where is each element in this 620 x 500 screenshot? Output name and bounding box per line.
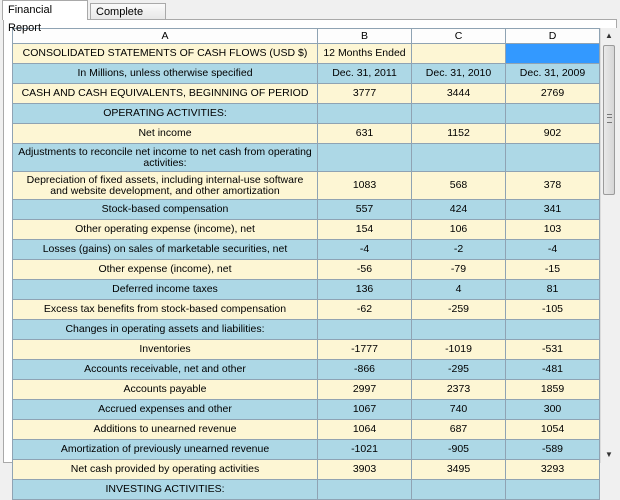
- table-row: [12, 64, 600, 84]
- table-row: [12, 260, 600, 280]
- row-label-cell[interactable]: Stock-based compensation: [12, 200, 318, 220]
- scroll-thumb[interactable]: [603, 45, 615, 195]
- row-label-cell[interactable]: CASH AND CASH EQUIVALENTS, BEGINNING OF PERIOD: [12, 84, 318, 104]
- value-cell[interactable]: -15: [506, 260, 600, 280]
- value-cell[interactable]: [318, 480, 412, 500]
- column-header-d[interactable]: D: [506, 28, 600, 44]
- value-cell[interactable]: 341: [506, 200, 600, 220]
- value-cell[interactable]: 106: [412, 220, 506, 240]
- value-cell[interactable]: Dec. 31, 2011: [318, 64, 412, 84]
- table-row: [12, 172, 600, 200]
- value-cell[interactable]: -1777: [318, 340, 412, 360]
- value-cell[interactable]: 557: [318, 200, 412, 220]
- scroll-down-arrow-icon[interactable]: ▼: [605, 450, 613, 459]
- table-row: [12, 200, 600, 220]
- grip-icon: [607, 114, 612, 123]
- row-label-cell[interactable]: Amortization of previously unearned revenue: [12, 440, 318, 460]
- table-row: [12, 104, 600, 124]
- tab-financial-report[interactable]: Financial Report: [2, 0, 88, 20]
- value-cell[interactable]: -2: [412, 240, 506, 260]
- table-row: [12, 440, 600, 460]
- value-cell[interactable]: [412, 104, 506, 124]
- scroll-up-arrow-icon[interactable]: ▲: [605, 31, 613, 40]
- value-cell[interactable]: [412, 480, 506, 500]
- value-cell[interactable]: 2769: [506, 84, 600, 104]
- column-header-b[interactable]: B: [318, 28, 412, 44]
- row-label-cell[interactable]: INVESTING ACTIVITIES:: [12, 480, 318, 500]
- value-cell[interactable]: 1152: [412, 124, 506, 144]
- row-label-cell[interactable]: Depreciation of fixed assets, including internal-use software and website development, and other amortization: [12, 172, 318, 200]
- row-label-cell[interactable]: CONSOLIDATED STATEMENTS OF CASH FLOWS (USD $): [12, 44, 318, 64]
- value-cell[interactable]: 424: [412, 200, 506, 220]
- value-cell[interactable]: 2997: [318, 380, 412, 400]
- value-cell[interactable]: 1064: [318, 420, 412, 440]
- value-cell[interactable]: 300: [506, 400, 600, 420]
- value-cell[interactable]: [506, 480, 600, 500]
- row-label-cell[interactable]: Other operating expense (income), net: [12, 220, 318, 240]
- table-row: [12, 124, 600, 144]
- value-cell[interactable]: -79: [412, 260, 506, 280]
- row-label-cell[interactable]: Accounts payable: [12, 380, 318, 400]
- column-header-row: [12, 28, 600, 44]
- value-cell[interactable]: 1054: [506, 420, 600, 440]
- value-cell[interactable]: -905: [412, 440, 506, 460]
- tab-bar: [0, 0, 620, 34]
- row-label-cell[interactable]: OPERATING ACTIVITIES:: [12, 104, 318, 124]
- value-cell[interactable]: [506, 104, 600, 124]
- row-label-cell[interactable]: Inventories: [12, 340, 318, 360]
- value-cell[interactable]: 2373: [412, 380, 506, 400]
- row-label-cell[interactable]: Adjustments to reconcile net income to net cash from operating activities:: [12, 144, 318, 172]
- spreadsheet-grid: [12, 28, 600, 495]
- value-cell[interactable]: 3444: [412, 84, 506, 104]
- row-label-cell[interactable]: Net cash provided by operating activities: [12, 460, 318, 480]
- vertical-scrollbar[interactable]: [600, 28, 617, 463]
- row-label-cell[interactable]: In Millions, unless otherwise specified: [12, 64, 318, 84]
- table-row: [12, 380, 600, 400]
- value-cell[interactable]: Dec. 31, 2010: [412, 64, 506, 84]
- value-cell[interactable]: -1019: [412, 340, 506, 360]
- table-row: [12, 360, 600, 380]
- table-row: [12, 240, 600, 260]
- value-cell[interactable]: 12 Months Ended: [318, 44, 412, 64]
- value-cell[interactable]: 154: [318, 220, 412, 240]
- spreadsheet-frame: [3, 19, 617, 495]
- value-cell[interactable]: -589: [506, 440, 600, 460]
- value-cell[interactable]: Dec. 31, 2009: [506, 64, 600, 84]
- value-cell[interactable]: 687: [412, 420, 506, 440]
- row-label-cell[interactable]: Changes in operating assets and liabilities:: [12, 320, 318, 340]
- value-cell[interactable]: -4: [318, 240, 412, 260]
- row-label-cell[interactable]: Other expense (income), net: [12, 260, 318, 280]
- value-cell[interactable]: -62: [318, 300, 412, 320]
- value-cell[interactable]: 3777: [318, 84, 412, 104]
- value-cell[interactable]: 3903: [318, 460, 412, 480]
- value-cell[interactable]: -4: [506, 240, 600, 260]
- row-label-cell[interactable]: Net income: [12, 124, 318, 144]
- value-cell[interactable]: -56: [318, 260, 412, 280]
- value-cell[interactable]: -866: [318, 360, 412, 380]
- value-cell[interactable]: -531: [506, 340, 600, 360]
- value-cell[interactable]: 740: [412, 400, 506, 420]
- value-cell[interactable]: [318, 104, 412, 124]
- value-cell[interactable]: -481: [506, 360, 600, 380]
- value-cell[interactable]: 1067: [318, 400, 412, 420]
- table-row: [12, 144, 600, 172]
- value-cell[interactable]: [318, 144, 412, 172]
- row-label-cell[interactable]: Accrued expenses and other: [12, 400, 318, 420]
- value-cell[interactable]: 3293: [506, 460, 600, 480]
- row-label-cell[interactable]: Deferred income taxes: [12, 280, 318, 300]
- value-cell[interactable]: 4: [412, 280, 506, 300]
- value-cell[interactable]: [412, 320, 506, 340]
- value-cell[interactable]: -259: [412, 300, 506, 320]
- row-label-cell[interactable]: Accounts receivable, net and other: [12, 360, 318, 380]
- table-row: [12, 420, 600, 440]
- value-cell[interactable]: 136: [318, 280, 412, 300]
- value-cell[interactable]: 378: [506, 172, 600, 200]
- column-header-a[interactable]: A: [12, 28, 318, 44]
- value-cell[interactable]: 902: [506, 124, 600, 144]
- value-cell[interactable]: -295: [412, 360, 506, 380]
- value-cell[interactable]: [318, 320, 412, 340]
- table-row: [12, 340, 600, 360]
- value-cell[interactable]: [506, 320, 600, 340]
- table-row: [12, 44, 600, 64]
- table-row: [12, 460, 600, 480]
- value-cell[interactable]: -105: [506, 300, 600, 320]
- value-cell[interactable]: 1859: [506, 380, 600, 400]
- table-row: [12, 480, 600, 500]
- row-label-cell[interactable]: Excess tax benefits from stock-based compensation: [12, 300, 318, 320]
- value-cell[interactable]: 3495: [412, 460, 506, 480]
- table-row: [12, 220, 600, 240]
- value-cell[interactable]: [506, 144, 600, 172]
- value-cell[interactable]: 1083: [318, 172, 412, 200]
- table-row: [12, 280, 600, 300]
- value-cell[interactable]: [412, 44, 506, 64]
- table-row: [12, 300, 600, 320]
- value-cell[interactable]: -1021: [318, 440, 412, 460]
- value-cell[interactable]: 103: [506, 220, 600, 240]
- value-cell[interactable]: [412, 144, 506, 172]
- table-row: [12, 320, 600, 340]
- table-row: [12, 400, 600, 420]
- value-cell[interactable]: 631: [318, 124, 412, 144]
- table-row: [12, 84, 600, 104]
- tab-complete-filing[interactable]: Complete: [90, 3, 166, 20]
- row-label-cell[interactable]: Additions to unearned revenue: [12, 420, 318, 440]
- column-header-c[interactable]: C: [412, 28, 506, 44]
- row-label-cell[interactable]: Losses (gains) on sales of marketable securities, net: [12, 240, 318, 260]
- value-cell[interactable]: [506, 44, 600, 64]
- value-cell[interactable]: 81: [506, 280, 600, 300]
- value-cell[interactable]: 568: [412, 172, 506, 200]
